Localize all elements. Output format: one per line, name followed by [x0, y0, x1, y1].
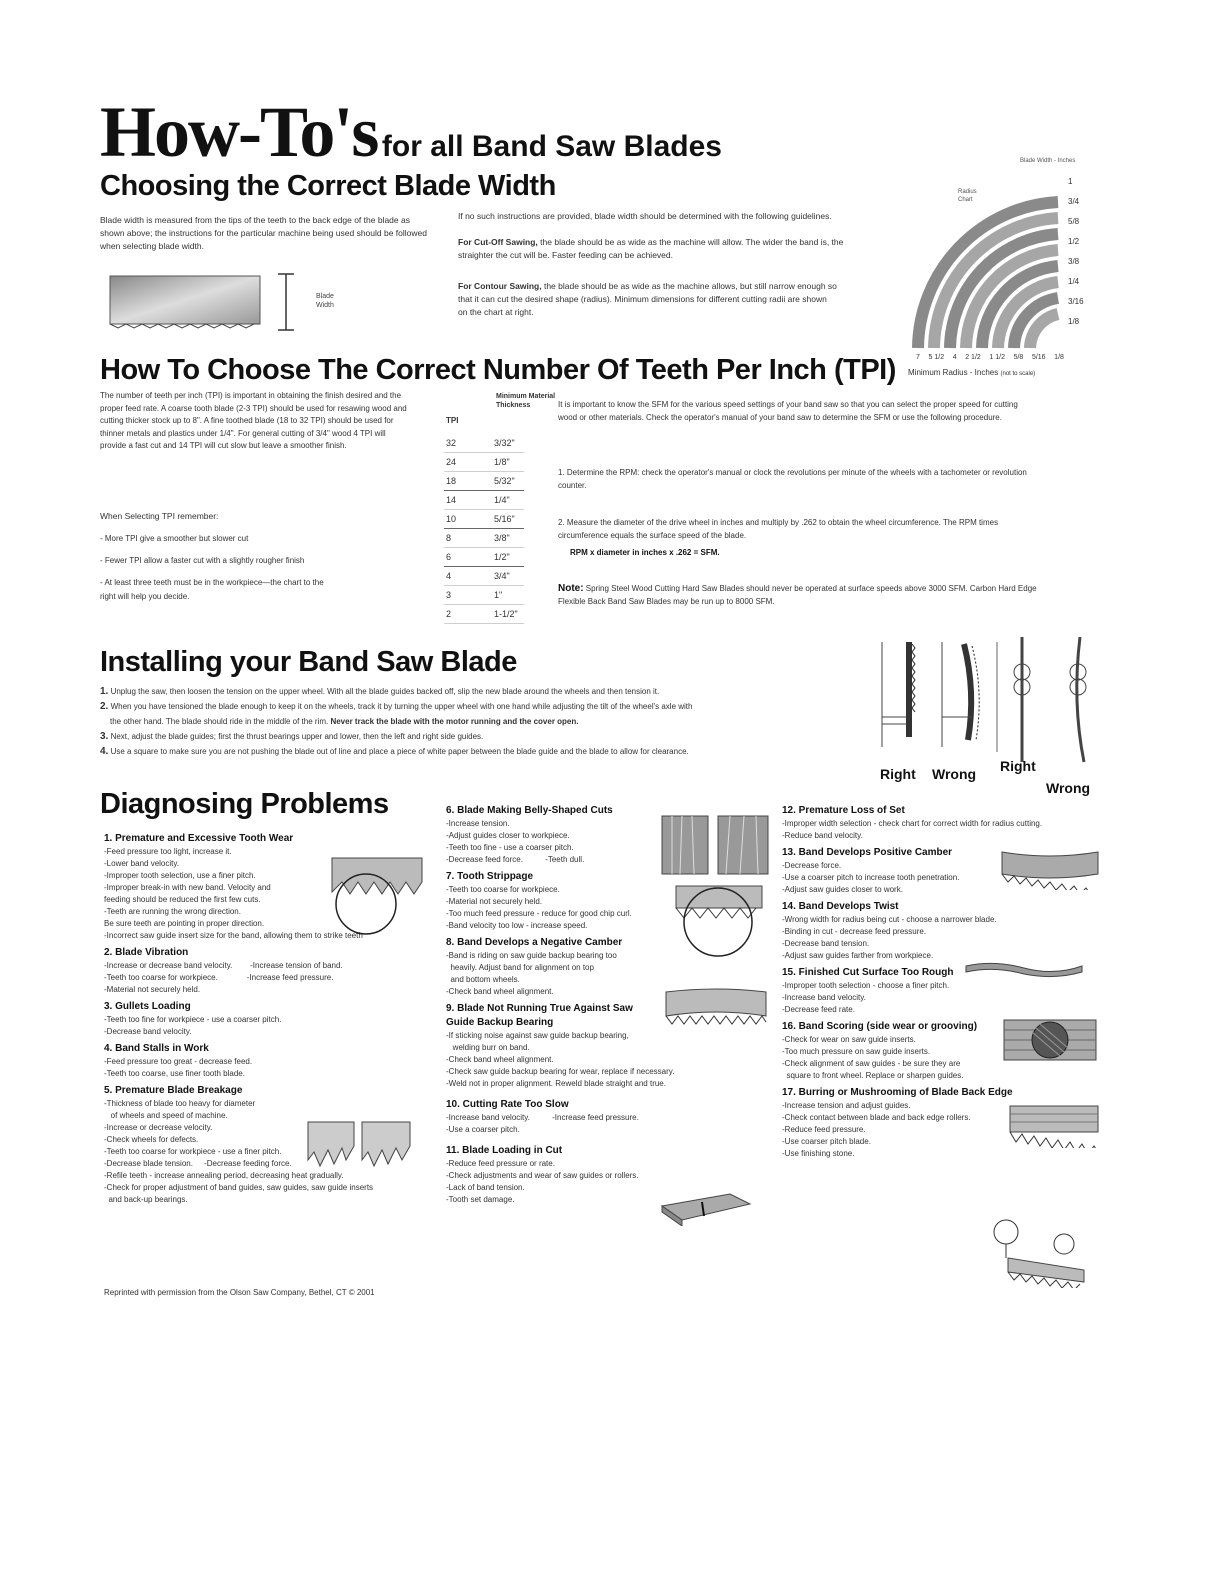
problem-item: -Increase or decrease velocity. [104, 1123, 213, 1132]
install-step-num: 2. [100, 701, 109, 712]
problem-item: -Lack of band tension. [446, 1183, 525, 1192]
problem-item: -Weld not in proper alignment. Reweld blade straight and true. [446, 1079, 666, 1088]
problem-title: 11. Blade Loading in Cut [446, 1145, 563, 1156]
install-label-wrong-1: Wrong [932, 766, 977, 782]
footer-credit [104, 1288, 375, 1297]
install-steps [100, 684, 870, 759]
problem-item: -Decrease force. [782, 861, 842, 870]
problem-item: -Band velocity too low - increase speed. [446, 921, 588, 930]
problem-item: heavily. Adjust band for alignment on top [446, 963, 594, 972]
problem-item: -Check adjustments and wear of saw guides or rollers. [446, 1171, 639, 1180]
problem-item: -Feed pressure too light, increase it. [104, 847, 232, 856]
problem-title: 3. Gullets Loading [104, 1001, 191, 1012]
install-diagram [872, 632, 1092, 772]
tpi-row [444, 567, 524, 586]
tpi-cell: 4 [444, 567, 492, 586]
problem-item: -Check band wheel alignment. [446, 987, 554, 996]
blade-loading-illustration [660, 1192, 752, 1226]
radius-value-8: 1/8 [1054, 354, 1064, 361]
radius-value-5: 1 1/2 [989, 354, 1005, 361]
problem-item: -Improper width selection - check chart for correct width for radius cutting. [782, 819, 1043, 828]
thickness-cell: 1/2" [492, 548, 524, 567]
tpi-row [444, 529, 524, 548]
problem-item: -Increase band velocity. [782, 993, 866, 1002]
problem-item: -Decrease band velocity. [104, 1027, 192, 1036]
problem-item: -Check saw guide backup bearing for wear, replace if necessary. [446, 1067, 675, 1076]
thickness-cell: 3/32" [492, 434, 524, 453]
problem-item: -Teeth too coarse for workpiece. -Increase feed pressure. [104, 973, 334, 982]
problem-title: 14. Band Develops Twist [782, 901, 899, 912]
problem-item: -Wrong width for radius being cut - choose a narrower blade. [782, 915, 997, 924]
tpi-cell: 2 [444, 605, 492, 624]
tpi-cell: 24 [444, 453, 492, 472]
radius-value-7: 5/16 [1031, 354, 1046, 361]
radius-value-1: 7 [916, 354, 920, 361]
radius-value-6: 5/8 [1013, 354, 1024, 361]
problem-item: -Use a coarser pitch. [446, 1125, 520, 1134]
problem-item: -Teeth too fine for workpiece - use a coarser pitch. [104, 1015, 282, 1024]
tpi-intro: The number of teeth per inch (TPI) is important in obtaining the finish desired and the proper feed rate. A coarse tooth blade (2-3 TPI) should be used for resawing wood and cutting thicker stock up to 8". A fine toothed blade (18 to 32 TPI) should be used for thinner metals and plastics under 1/4". For general cutting of 3/4" wood 4 TPI will provide a fast cut and 14 TPI will cut slow but leave a smoother finish. [100, 391, 407, 450]
problem-item: -Reduce feed pressure or rate. [446, 1159, 555, 1168]
sfm-note [558, 582, 1038, 608]
problem-item: square to front wheel. Replace or sharpen guides. [782, 1071, 964, 1080]
radius-axis-label [908, 368, 1035, 377]
problem-item: feeding should be reduced the first few cuts. [104, 895, 261, 904]
negative-camber-illustration [664, 984, 768, 1034]
problem-title: 4. Band Stalls in Work [104, 1043, 209, 1054]
tpi-heading: How To Choose The Correct Number Of Teeth Per Inch (TPI) [100, 354, 896, 386]
radius-value-2: 5 1/2 [928, 354, 945, 361]
tpi-row [444, 548, 524, 567]
problem-item: -Adjust saw guides farther from workpiece. [782, 951, 934, 960]
install-step [100, 714, 870, 729]
problem-item: -Feed pressure too great - decrease feed. [104, 1057, 253, 1066]
problem-item: -Improper tooth selection, use a finer pitch. [104, 871, 256, 880]
install-step-text: Unplug the saw, then loosen the tension on the upper wheel. With all the blade guides backed off, slip the new blade around the wheels and then tension it. [110, 687, 660, 696]
contour-paragraph [458, 280, 838, 319]
install-step-text: Next, adjust the blade guides; first the thrust bearings upper and lower, then the left and right side guides. [110, 732, 484, 741]
radius-width-2: 3/4 [1068, 197, 1080, 206]
problem-item: -Increase band velocity. -Increase feed pressure. [446, 1113, 639, 1122]
blade-width-label: Blade Width [316, 293, 334, 309]
title-subtitle: for all Band Saw Blades [381, 130, 722, 163]
problem-item: -Decrease feed force. -Teeth dull. [446, 855, 585, 864]
install-step [100, 744, 870, 759]
install-step-text: Use a square to make sure you are not pushing the blade out of line and place a piece of white paper between the blade guide and the blade to allow for clearance. [110, 747, 689, 756]
blade-width-figure [108, 272, 348, 332]
problem-item: -Check for wear on saw guide inserts. [782, 1035, 916, 1044]
cutoff-text: the blade should be as wide as the machine will allow. The wider the band is, the straighter the cut will be. Faster feeding can be achieved. [458, 237, 844, 260]
radius-width-5: 3/8 [1068, 257, 1080, 266]
problem-item: -Increase tension. [446, 819, 510, 828]
width-intro: Blade width is measured from the tips of the teeth to the back edge of the blade as shown above; the instructions for the particular machine being used should be followed when selecting blade width. [100, 215, 427, 251]
radius-values-row [916, 354, 1064, 361]
thickness-cell: 3/4" [492, 567, 524, 586]
problem-item: -Too much feed pressure - reduce for good chip curl. [446, 909, 632, 918]
radius-width-8: 1/8 [1068, 317, 1080, 326]
tpi-row [444, 586, 524, 605]
copyright-text: © 2001 [348, 1288, 375, 1297]
problem-item: -Increase or decrease band velocity. -Increase tension of band. [104, 961, 343, 970]
belly-cut-illustration [660, 814, 772, 876]
problem-item: -Material not securely held. [104, 985, 201, 994]
page-title [100, 92, 722, 172]
problem-item: -Binding in cut - decrease feed pressure. [782, 927, 927, 936]
diagnose-column-2 [446, 804, 676, 1206]
install-step-text: the other hand. The blade should ride in the middle of the rim. [110, 717, 329, 726]
thickness-cell: 1/8" [492, 453, 524, 472]
tpi-row [444, 491, 524, 510]
problem-item: -Incorrect saw guide insert size for the band, allowing them to strike teeth [104, 931, 363, 940]
contour-text: the blade should be as wide as the machine allows, but still narrow enough so that it can cut the desired shape (radius). Minimum dimensions for different cutting radii are shown on the chart at right. [458, 281, 837, 317]
problem-block [446, 936, 676, 998]
tpi-cell: 6 [444, 548, 492, 567]
rough-surface-illustration [1002, 1016, 1098, 1064]
tooth-wear-illustration [322, 848, 434, 940]
tpi-row [444, 510, 524, 529]
problem-title: 10. Cutting Rate Too Slow [446, 1099, 569, 1110]
radius-width-7: 3/16 [1068, 297, 1084, 306]
credit-text: Reprinted with permission from the Olson Saw Company, Bethel, CT [104, 1288, 347, 1297]
problem-item: -Decrease feed rate. [782, 1005, 855, 1014]
install-label-wrong-2: Wrong [1046, 780, 1091, 796]
sfm-note-text: Spring Steel Wood Cutting Hard Saw Blades should never be operated at surface speeds above 3000 SFM. Carbon Hard Edge Flexible Back Band Saw Blades may be run up to 8000 SFM. [558, 584, 1037, 606]
thickness-col-header: Minimum Material Thickness [496, 393, 556, 409]
radius-corner-label: Blade Width - Inches [1020, 158, 1076, 164]
problem-item: and back-up bearings. [104, 1195, 188, 1204]
problem-block [446, 804, 676, 866]
problem-item: -Decrease band tension. [782, 939, 870, 948]
problem-item: -Improper tooth selection - choose a finer pitch. [782, 981, 950, 990]
tpi-row [444, 453, 524, 472]
problem-item: -Tooth set damage. [446, 1195, 515, 1204]
problem-block [782, 900, 1112, 962]
install-step [100, 729, 870, 744]
problem-block [104, 1042, 434, 1080]
tpi-bullet-1: - More TPI give a smoother but slower cut [100, 534, 249, 543]
tooth-strippage-illustration [674, 878, 764, 962]
tpi-cell: 10 [444, 510, 492, 529]
radius-value-3: 4 [952, 354, 957, 361]
title-main: How-To's [100, 92, 378, 172]
problem-block [104, 1000, 434, 1038]
tpi-bullet-3: - At least three teeth must be in the workpiece—the chart to the right will help you decide. [100, 578, 324, 601]
install-step [100, 699, 870, 714]
problem-block [446, 1002, 676, 1090]
tpi-cell: 3 [444, 586, 492, 605]
radius-axis-note: (not to scale) [1000, 371, 1036, 377]
problem-item: -Lower band velocity. [104, 859, 179, 868]
problem-item: -Check contact between blade and back edge rollers. [782, 1113, 971, 1122]
problem-item: -Decrease blade tension. -Decrease feeding force. [104, 1159, 292, 1168]
problem-item: -Increase tension and adjust guides. [782, 1101, 911, 1110]
radius-width-list [1068, 172, 1090, 332]
tpi-cell: 32 [444, 434, 492, 453]
problem-title: 17. Burring or Mushrooming of Blade Back Edge [782, 1087, 1013, 1098]
thickness-cell: 3/8" [492, 529, 524, 548]
problem-item: welding burr on band. [446, 1043, 530, 1052]
burring-illustration [988, 1214, 1088, 1288]
problem-title: 6. Blade Making Belly-Shaped Cuts [446, 805, 613, 816]
radius-width-6: 1/4 [1068, 277, 1080, 286]
sfm-note-label: Note: [558, 583, 584, 594]
tpi-col-header: TPI [446, 416, 459, 425]
problem-title: 8. Band Develops a Negative Camber [446, 937, 623, 948]
problem-block [446, 870, 676, 932]
tpi-bullets [100, 532, 340, 604]
install-heading: Installing your Band Saw Blade [100, 646, 517, 678]
install-label-right-1: Right [880, 766, 916, 782]
blade-breakage-illustration [306, 1120, 414, 1176]
radius-width-1: 1 [1068, 177, 1073, 186]
tpi-row [444, 434, 524, 453]
sfm-step-2: 2. Measure the diameter of the drive wheel in inches and multiply by .262 to obtain the wheel circumference. The RPM times circumference equals the surface speed of the blade. [558, 518, 999, 540]
thickness-cell: 1/4" [492, 491, 524, 510]
sfm-formula: RPM x diameter in inches x .262 = SFM. [570, 548, 720, 557]
problem-item: -Adjust saw guides closer to work. [782, 885, 903, 894]
problem-item: -Refile teeth - increase annealing period, decreasing heat gradually. [104, 1171, 344, 1180]
thickness-cell: 1-1/2" [492, 605, 524, 624]
install-warning: Never track the blade with the motor running and the cover open. [330, 717, 579, 726]
problem-block [446, 1098, 676, 1136]
problem-item: -Improper break-in with new band. Velocity and [104, 883, 271, 892]
radius-width-3: 5/8 [1068, 217, 1080, 226]
tpi-cell: 18 [444, 472, 492, 491]
tpi-table [444, 434, 524, 624]
problem-item: -Thickness of blade too heavy for diameter [104, 1099, 256, 1108]
problem-item: and bottom wheels. [446, 975, 520, 984]
width-guideline-intro: If no such instructions are provided, blade width should be determined with the following guidelines. [458, 211, 832, 221]
radius-width-4: 1/2 [1068, 237, 1080, 246]
problem-item: -Teeth are running the wrong direction. [104, 907, 241, 916]
tpi-row [444, 472, 524, 491]
problem-item: -Check wheels for defects. [104, 1135, 199, 1144]
problem-item: -Check alignment of saw guides - be sure they are [782, 1059, 961, 1068]
problem-item: -Teeth too coarse for workpiece - use a finer pitch. [104, 1147, 282, 1156]
diagnose-heading: Diagnosing Problems [100, 788, 389, 820]
radius-axis-text: Minimum Radius - Inches [908, 368, 999, 377]
problem-title: 13. Band Develops Positive Camber [782, 847, 953, 858]
tpi-remember-label: When Selecting TPI remember: [100, 511, 219, 521]
thickness-cell: 1" [492, 586, 524, 605]
thickness-cell: 5/32" [492, 472, 524, 491]
install-step-text: When you have tensioned the blade enough to keep it on the wheels, track it by turning the upper wheel with one hand while adjusting the tilt of the wheel's axle with [110, 702, 693, 711]
cutoff-paragraph [458, 236, 858, 262]
problem-title: 9. Blade Not Running True Against Saw Guide Backup Bearing [446, 1003, 633, 1028]
problem-title: 12. Premature Loss of Set [782, 805, 905, 816]
twist-illustration [964, 958, 1084, 980]
problem-item: -Teeth too coarse for workpiece. [446, 885, 560, 894]
problem-item: -If sticking noise against saw guide backup bearing, [446, 1031, 629, 1040]
problem-block [782, 804, 1112, 842]
problem-item: -Use finishing stone. [782, 1149, 855, 1158]
problem-item: -Check band wheel alignment. [446, 1055, 554, 1064]
install-step-num: 4. [100, 746, 109, 757]
problem-item: -Teeth too coarse, use finer tooth blade. [104, 1069, 245, 1078]
install-step [100, 684, 870, 699]
install-step-num: 3. [100, 731, 109, 742]
problem-item: -Reduce feed pressure. [782, 1125, 866, 1134]
radius-chart-graphic [908, 172, 1064, 352]
sfm-step-1: 1. Determine the RPM: check the operator's manual or clock the revolutions per minute of the wheels with a tachometer or revolution counter. [558, 468, 1027, 490]
positive-camber-illustration [1000, 848, 1100, 890]
radius-chart-label: Radius Chart [958, 189, 977, 203]
width-heading: Choosing the Correct Blade Width [100, 170, 556, 202]
thickness-cell: 5/16" [492, 510, 524, 529]
problem-item: Be sure teeth are pointing in proper direction. [104, 919, 265, 928]
sfm-intro: It is important to know the SFM for the various speed settings of your band saw so that you can select the proper speed for cutting wood or other materials. Check the operator's manual of your band saw to determine the SFM or use the following procedure. [558, 400, 1018, 422]
problem-item: -Teeth too fine - use a coarser pitch. [446, 843, 574, 852]
problem-title: 2. Blade Vibration [104, 947, 189, 958]
tpi-row [444, 605, 524, 624]
problem-item: -Adjust guides closer to workpiece. [446, 831, 570, 840]
problem-item: -Check for proper adjustment of band guides, saw guides, saw guide inserts [104, 1183, 374, 1192]
problem-block [446, 1144, 676, 1206]
tpi-bullet-2: - Fewer TPI allow a faster cut with a slightly rougher finish [100, 556, 305, 565]
radius-value-4: 2 1/2 [965, 354, 981, 361]
band-scoring-illustration [1008, 1104, 1100, 1148]
problem-item: -Band is riding on saw guide backup bearing too [446, 951, 617, 960]
cutoff-label: For Cut-Off Sawing, [458, 237, 538, 247]
problem-title: 1. Premature and Excessive Tooth Wear [104, 833, 294, 844]
problem-item: -Reduce band velocity. [782, 831, 863, 840]
contour-label: For Contour Sawing, [458, 281, 542, 291]
install-label-right-2: Right [1000, 758, 1036, 774]
problem-title: 16. Band Scoring (side wear or grooving) [782, 1021, 978, 1032]
problem-title: 7. Tooth Strippage [446, 871, 534, 882]
problem-item: -Material not securely held. [446, 897, 543, 906]
problem-item: -Use a coarser pitch to increase tooth penetration. [782, 873, 960, 882]
problem-block [104, 946, 434, 996]
install-step-num: 1. [100, 686, 109, 697]
problem-item: -Too much pressure on saw guide inserts. [782, 1047, 931, 1056]
problem-title: 5. Premature Blade Breakage [104, 1085, 243, 1096]
problem-item: of wheels and speed of machine. [104, 1111, 228, 1120]
tpi-cell: 14 [444, 491, 492, 510]
problem-item: -Use coarser pitch blade. [782, 1137, 871, 1146]
problem-title: 15. Finished Cut Surface Too Rough [782, 967, 954, 978]
tpi-cell: 8 [444, 529, 492, 548]
